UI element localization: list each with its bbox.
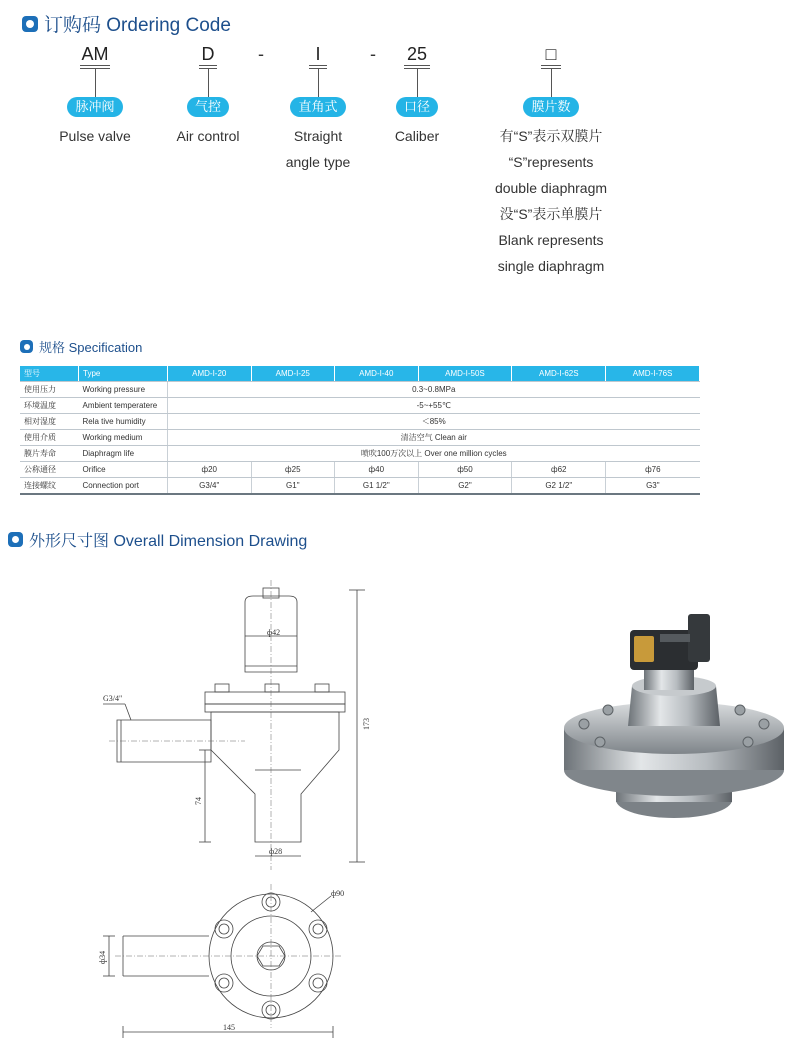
label-air-control-cn: 气控 bbox=[187, 97, 229, 117]
note-blank-cn: 没“S”表示单膜片 bbox=[499, 206, 603, 222]
pulse-valve-photo bbox=[548, 600, 800, 840]
label-diaphragm-cn: 膜片数 bbox=[523, 97, 578, 117]
code-box: □ bbox=[545, 44, 557, 64]
code-25: 25 bbox=[406, 44, 428, 64]
orifice-cell: ф76 bbox=[606, 462, 700, 478]
label-caliber-cn: 口径 bbox=[396, 97, 438, 117]
spec-header-row bbox=[20, 366, 700, 382]
table-row bbox=[20, 414, 700, 430]
dim-74: 74 bbox=[194, 797, 203, 805]
dim-145: 145 bbox=[223, 1023, 235, 1032]
bullet-icon bbox=[22, 16, 38, 32]
row-label-en: Orifice bbox=[79, 462, 168, 478]
row-label-cn: 膜片寿命 bbox=[20, 446, 79, 462]
port-cell: G2 1/2" bbox=[512, 478, 606, 495]
dim-d90: ф90 bbox=[331, 889, 345, 898]
table-row bbox=[20, 462, 700, 478]
row-label-en: Ambient temperatere bbox=[79, 398, 168, 414]
note-s-cn: 有“S”表示双膜片 bbox=[499, 128, 603, 144]
bullet-icon bbox=[20, 340, 33, 353]
ordering-title: 订购码 Ordering Code bbox=[44, 15, 231, 36]
row-label-cn: 相对湿度 bbox=[20, 414, 79, 430]
th-type: Type bbox=[79, 366, 168, 382]
th-amd-62s: AMD-I-62S bbox=[512, 366, 606, 382]
table-row bbox=[20, 382, 700, 398]
bullet-icon bbox=[8, 532, 23, 547]
orifice-cell: ф50 bbox=[418, 462, 512, 478]
orifice-cell: ф25 bbox=[251, 462, 335, 478]
code-item-i bbox=[273, 44, 363, 175]
th-amd-20: AMD-I-20 bbox=[168, 366, 252, 382]
port-cell: G1 1/2" bbox=[335, 478, 419, 495]
label-straight-angle-cn: 直角式 bbox=[290, 97, 345, 117]
row-label-cn: 环境温度 bbox=[20, 398, 79, 414]
code-i: I bbox=[315, 44, 321, 64]
row-label-cn: 使用压力 bbox=[20, 382, 79, 398]
label-straight: Straight bbox=[293, 128, 343, 144]
drawing-heading bbox=[8, 528, 307, 551]
drawing-title: 外形尺寸图 Overall Dimension Drawing bbox=[29, 533, 308, 550]
code-item-25 bbox=[372, 44, 462, 149]
note-double: double diaphragm bbox=[494, 180, 608, 196]
humidity-value: ＜85% bbox=[168, 414, 700, 430]
label-pulse-valve-cn: 脉冲阀 bbox=[67, 97, 122, 117]
note-single: single diaphragm bbox=[497, 258, 605, 274]
th-amd-50s: AMD-I-50S bbox=[418, 366, 512, 382]
dim-d42: ф42 bbox=[267, 628, 281, 637]
row-label-cn: 连接螺纹 bbox=[20, 478, 79, 495]
th-amd-76s: AMD-I-76S bbox=[606, 366, 700, 382]
label-pulse-valve-en: Pulse valve bbox=[59, 128, 131, 144]
orifice-cell: ф40 bbox=[335, 462, 419, 478]
code-dash-2: - bbox=[370, 44, 376, 64]
th-model-cn: 型号 bbox=[20, 366, 79, 382]
working-pressure-value: 0.3~0.8MPa bbox=[168, 382, 700, 398]
side-view-drawing bbox=[95, 580, 385, 875]
dim-173: 173 bbox=[362, 718, 371, 730]
label-caliber-en: Caliber bbox=[394, 128, 440, 144]
port-cell: G1" bbox=[251, 478, 335, 495]
port-cell: G3" bbox=[606, 478, 700, 495]
label-angle-type: angle type bbox=[285, 154, 351, 170]
row-label-en: Working medium bbox=[79, 430, 168, 446]
diaphragm-life-value: 喷吹100万次以上 Over one million cycles bbox=[168, 446, 700, 462]
row-label-cn: 使用介质 bbox=[20, 430, 79, 446]
row-label-cn: 公称通径 bbox=[20, 462, 79, 478]
note-s-en: “S”represents bbox=[508, 154, 594, 170]
dim-g34: G3/4" bbox=[103, 694, 123, 703]
ambient-temperature-value: -5~+55℃ bbox=[168, 398, 700, 414]
code-dash-1: - bbox=[258, 44, 264, 64]
row-label-en: Connection port bbox=[79, 478, 168, 495]
dim-d28: ф28 bbox=[269, 847, 283, 856]
table-row bbox=[20, 446, 700, 462]
note-blank-en: Blank represents bbox=[498, 232, 604, 248]
th-amd-25: AMD-I-25 bbox=[251, 366, 335, 382]
code-am: AM bbox=[81, 44, 109, 64]
spec-table bbox=[20, 366, 700, 495]
table-row bbox=[20, 398, 700, 414]
code-item-am bbox=[50, 44, 140, 149]
label-air-control-en: Air control bbox=[176, 128, 240, 144]
top-view-drawing bbox=[95, 880, 355, 1050]
code-item-d bbox=[163, 44, 253, 149]
code-item-diaphragm bbox=[480, 44, 622, 279]
th-amd-40: AMD-I-40 bbox=[335, 366, 419, 382]
ordering-heading bbox=[22, 10, 231, 37]
spec-title: 规格 Specification bbox=[39, 340, 143, 355]
row-label-en: Diaphragm life bbox=[79, 446, 168, 462]
port-cell: G2" bbox=[418, 478, 512, 495]
table-row bbox=[20, 478, 700, 495]
row-label-en: Rela tive humidity bbox=[79, 414, 168, 430]
table-row bbox=[20, 430, 700, 446]
orifice-cell: ф62 bbox=[512, 462, 606, 478]
row-label-en: Working pressure bbox=[79, 382, 168, 398]
port-cell: G3/4" bbox=[168, 478, 252, 495]
dim-d34: ф34 bbox=[98, 950, 107, 964]
orifice-cell: ф20 bbox=[168, 462, 252, 478]
working-medium-value: 清洁空气 Clean air bbox=[168, 430, 700, 446]
code-d: D bbox=[201, 44, 215, 64]
spec-heading bbox=[20, 337, 142, 356]
